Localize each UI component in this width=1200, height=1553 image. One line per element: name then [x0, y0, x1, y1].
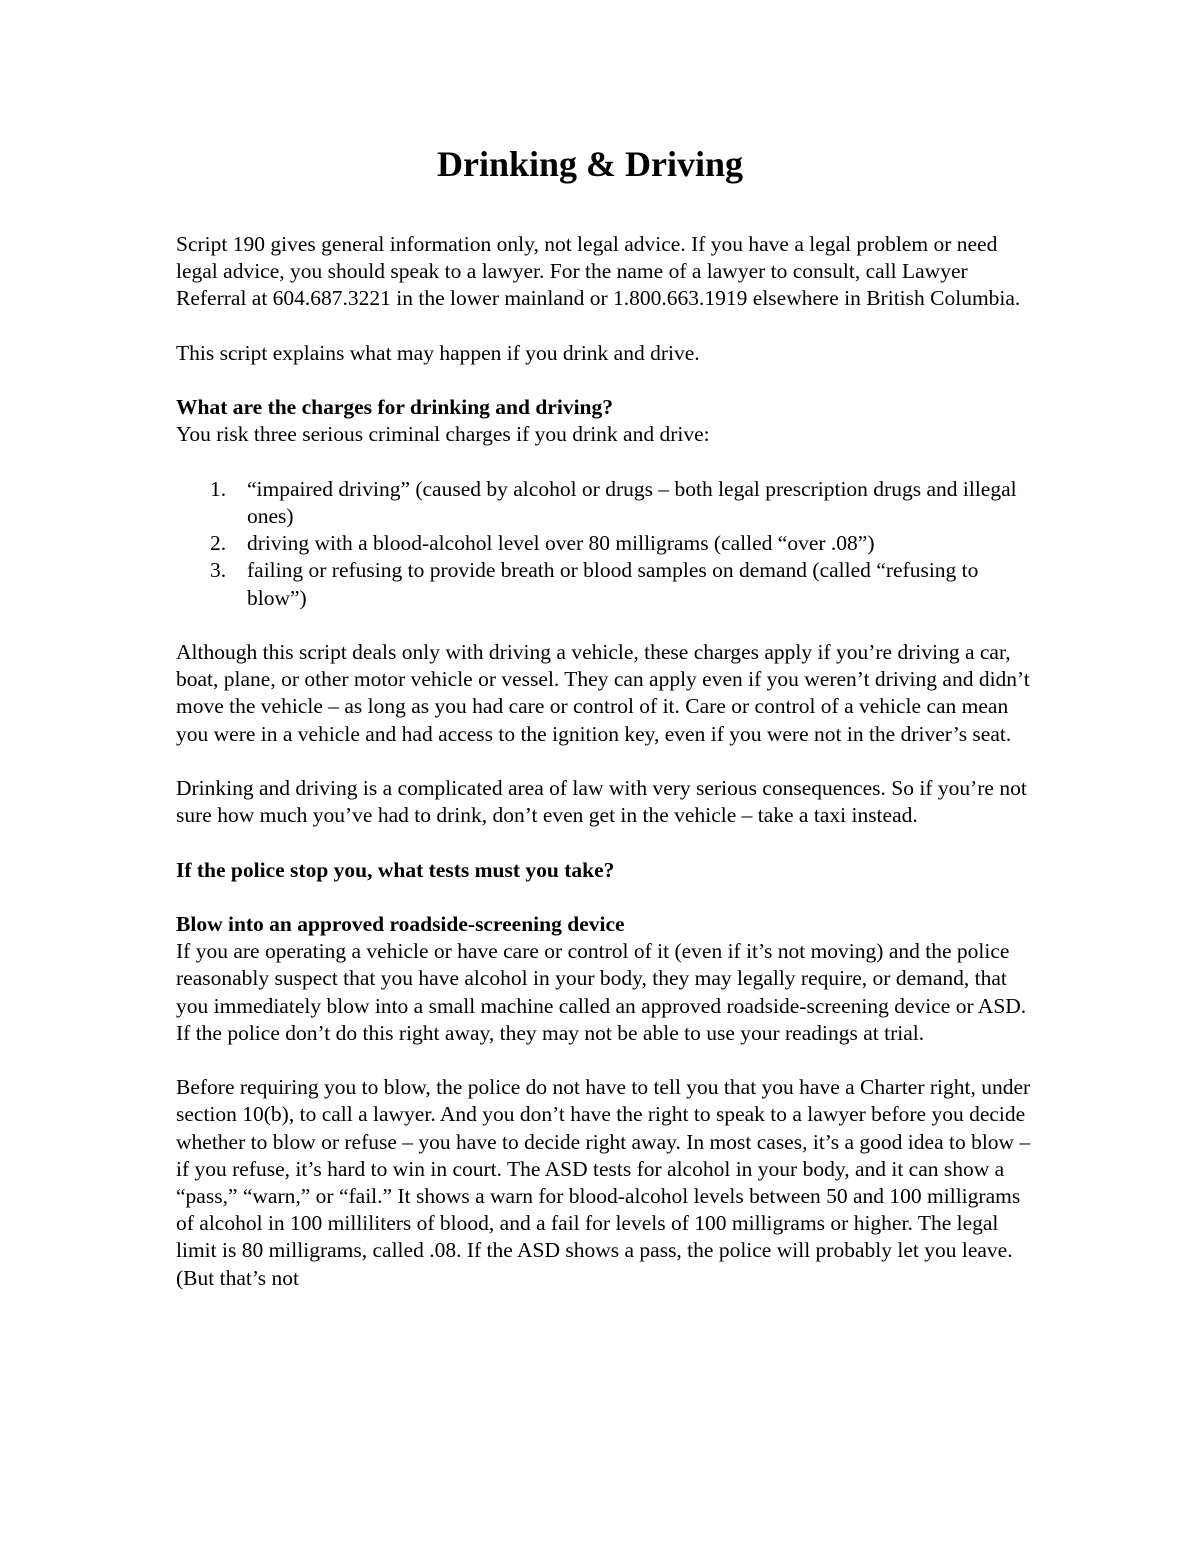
- list-item-text: failing or refusing to provide breath or blood samples on demand (called “refusing to blow”): [247, 558, 979, 610]
- list-item-text: “impaired driving” (caused by alcohol or drugs – both legal prescription drugs and illegal ones): [247, 476, 1017, 528]
- page-title: Drinking & Driving: [436, 144, 744, 184]
- list-item: [176, 557, 1036, 611]
- document-page: [176, 142, 1036, 1292]
- charges-paragraph-vehicle: Although this script deals only with driving a vehicle, these charges apply if you’re driving a car, boat, plane, or other motor vehicle or vessel. They can apply even if you weren’t driving and didn’t move the vehicle – as long as you had care or control of it. Care or control of a vehicle can mean you were in a vehicle and had access to the ignition key, even if you were not in the driver’s seat.: [176, 639, 1030, 746]
- charges-lead: You risk three serious criminal charges if you drink and drive:: [176, 422, 710, 447]
- subheading-asd: Blow into an approved roadside-screening device: [176, 911, 625, 936]
- section-heading-charges: What are the charges for drinking and driving?: [176, 395, 614, 420]
- list-item: [176, 476, 1036, 530]
- list-item-number: 2.: [210, 531, 227, 556]
- intro-paragraph: Script 190 gives general information only, not legal advice. If you have a legal problem or need legal advice, you should speak to a lawyer. For the name of a lawyer to consult, call Lawyer Referral at 604.687.3221 in the lower mainland or 1.800.663.1919 elsewhere in British Columbia.: [176, 232, 1021, 311]
- list-item-number: 1.: [210, 476, 227, 501]
- list-item-text: driving with a blood-alcohol level over 80 milligrams (called “over .08”): [247, 531, 875, 556]
- charges-paragraph-consequences: Drinking and driving is a complicated area of law with very serious consequences. So if you’re not sure how much you’ve had to drink, don’t even get in the vehicle – take a taxi instead.: [176, 775, 1027, 828]
- list-item-number: 3.: [210, 558, 227, 583]
- explains-paragraph: This script explains what may happen if you drink and drive.: [176, 340, 700, 365]
- list-item: [176, 530, 1036, 557]
- asd-paragraph-lawyer: Before requiring you to blow, the police do not have to tell you that you have a Charter right, under section 10(b), to call a lawyer. And you don’t have the right to speak to a lawyer before you decide whether to blow or refuse – you have to decide right away. In most cases, it’s a good idea to blow – if you refuse, it’s hard to win in court. The ASD tests for alcohol in your body, and it can show a “pass,” “warn,” or “fail.” It shows a warn for blood-alcohol levels between 50 and 100 milligrams of alcohol in 100 milliliters of blood, and a fail for levels of 100 milligrams or higher. The legal limit is 80 milligrams, called .08. If the ASD shows a pass, the police will probably let you leave. (But that’s not: [176, 1075, 1031, 1290]
- asd-paragraph-demand: If you are operating a vehicle or have care or control of it (even if it’s not moving) and the police reasonably suspect that you have alcohol in your body, they may legally require, or demand, that you immediately blow into a small machine called an approved roadside-screening device or ASD. If the police don’t do this right away, they may not be able to use your readings at trial.: [176, 939, 1027, 1045]
- section-heading-tests: If the police stop you, what tests must you take?: [176, 857, 615, 882]
- charges-list: [176, 476, 1036, 612]
